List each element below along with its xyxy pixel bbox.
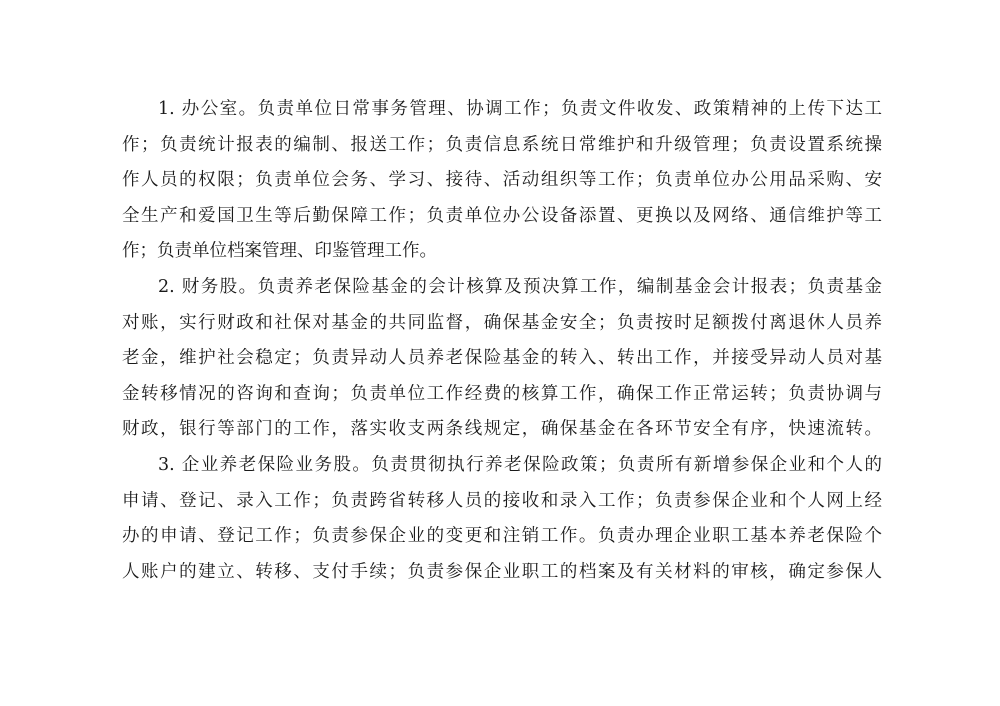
paragraph-2-line-3: 老金，维护社会稳定；负责异动人员养老保险基金的转入、转出工作，并接受异动人员对基 xyxy=(122,348,882,369)
paragraph-2-line-2: 对账，实行财政和社保对基金的共同监督，确保基金安全；负责按时足额拨付离退休人员养 xyxy=(122,312,882,333)
paragraph-1-line-1: 1. 办公室。负责单位日常事务管理、协调工作；负责文件收发、政策精神的上传下达工 xyxy=(158,99,882,119)
body-text xyxy=(122,92,882,590)
paragraph-3-line-4: 人账户的建立、转移、支付手续；负责参保企业职工的档案及有关材料的审核，确定参保人 xyxy=(122,561,882,582)
paragraph-3-line-1: 3. 企业养老保险业务股。负责贯彻执行养老保险政策；负责所有新增参保企业和个人的 xyxy=(158,454,882,475)
paragraph-2-line-4: 金转移情况的咨询和查询；负责单位工作经费的核算工作，确保工作正常运转；负责协调与 xyxy=(122,383,882,404)
paragraph-1-line-4: 全生产和爱国卫生等后勤保障工作；负责单位办公设备添置、更换以及网络、通信维护等工 xyxy=(122,205,882,226)
paragraph-1-line-2: 作；负责统计报表的编制、报送工作；负责信息系统日常维护和升级管理；负责设置系统操 xyxy=(122,134,882,155)
paragraph-1-line-5: 作；负责单位档案管理、印鉴管理工作。 xyxy=(122,241,437,262)
paragraph-3-line-3: 办的申请、登记工作；负责参保企业的变更和注销工作。负责办理企业职工基本养老保险个 xyxy=(122,526,882,547)
paragraph-3-line-2: 申请、登记、录入工作；负责跨省转移人员的接收和录入工作；负责参保企业和个人网上经 xyxy=(122,490,882,511)
paragraph-1-line-3: 作人员的权限；负责单位会务、学习、接待、活动组织等工作；负责单位办公用品采购、安 xyxy=(122,170,882,191)
paragraph-2-line-5: 财政，银行等部门的工作，落实收支两条线规定，确保基金在各环节安全有序，快速流转。 xyxy=(122,419,882,440)
paragraph-2-line-1: 2. 财务股。负责养老保险基金的会计核算及预决算工作，编制基金会计报表；负责基金 xyxy=(158,276,882,297)
